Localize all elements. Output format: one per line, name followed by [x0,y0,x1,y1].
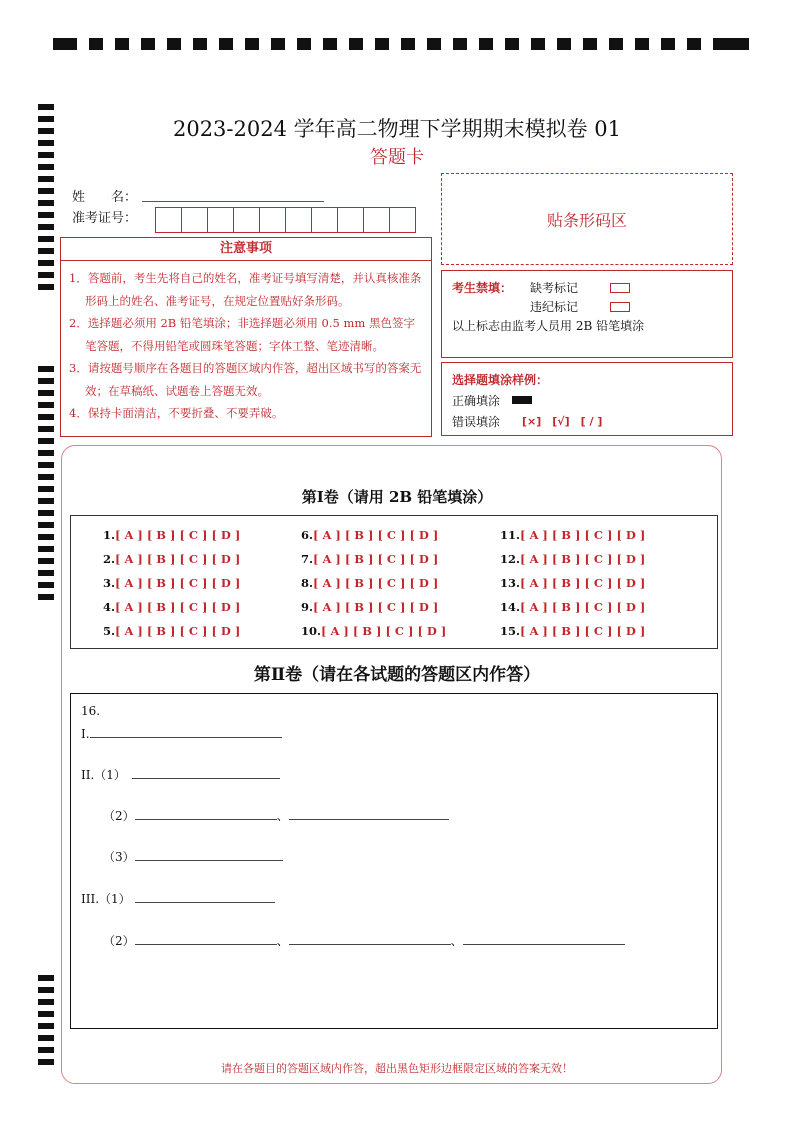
mc-question[interactable]: 9.[ A ] [ B ] [ C ] [ D ] [301,600,439,614]
mc-question[interactable]: 12.[ A ] [ B ] [ C ] [ D ] [500,552,646,566]
mc-question[interactable]: 1.[ A ] [ B ] [ C ] [ D ] [103,528,241,542]
mc-question[interactable]: 2.[ A ] [ B ] [ C ] [ D ] [103,552,241,566]
mc-question[interactable]: 7.[ A ] [ B ] [ C ] [ D ] [301,552,439,566]
correct-fill-label: 正确填涂 [452,394,501,408]
section2-title: 第Ⅱ卷（请在各试题的答题区内作答） [253,665,541,685]
footer-warning: 请在各题目的答题区域内作答，超出黑色矩形边框限定区域的答案无效！ [221,1062,573,1075]
wrong-fill-label: 错误填涂 [452,415,501,429]
notes-box [60,237,432,437]
answer-blank[interactable] [289,932,451,945]
part-3-2-row: （2） 、 、 [103,932,625,949]
exam-id-label: 准考证号： [72,211,138,226]
part-2-2-row: （2） 、 [103,807,449,824]
multiple-choice-grid [70,515,718,649]
answer-blank[interactable] [132,766,280,779]
mc-question[interactable]: 6.[ A ] [ B ] [ C ] [ D ] [301,528,439,542]
forbid-label: 考生禁填： [452,281,513,295]
correct-fill-sample [512,396,532,404]
mc-question[interactable]: 15.[ A ] [ B ] [ C ] [ D ] [500,624,646,638]
notes-heading: 注意事项 [61,238,431,261]
page-subtitle: 答题卡 [370,147,424,168]
mc-question[interactable]: 11.[ A ] [ B ] [ C ] [ D ] [500,528,646,542]
name-field[interactable] [142,201,324,202]
question-number: 16. [81,704,101,718]
note-item: 4．保持卡面清洁，不要折叠、不要弄破。 [69,406,284,420]
sample-label: 选择题填涂样例： [452,373,549,387]
mc-question[interactable]: 3.[ A ] [ B ] [ C ] [ D ] [103,576,241,590]
mc-question[interactable]: 13.[ A ] [ B ] [ C ] [ D ] [500,576,646,590]
mc-question[interactable]: 5.[ A ] [ B ] [ C ] [ D ] [103,624,241,638]
answer-blank[interactable] [135,807,277,820]
part-1-row: I. [81,725,282,741]
violation-mark-box[interactable] [610,302,630,312]
forbid-box [441,270,733,358]
note-item: 2．选择题必须用 2B 铅笔填涂；非选择题必须用 0.5 mm 黑色签字笔答题，不得用铅笔或圆珠笔答题；字体工整、笔迹清晰。 [69,316,415,353]
answer-blank[interactable] [463,932,625,945]
answer-blank[interactable] [135,932,277,945]
name-label: 姓 名： [72,190,138,205]
absent-label: 缺考标记 [530,281,579,295]
violation-label: 违纪标记 [530,300,579,314]
mc-question[interactable]: 10.[ A ] [ B ] [ C ] [ D ] [301,624,447,638]
mc-question[interactable]: 14.[ A ] [ B ] [ C ] [ D ] [500,600,646,614]
answer-blank[interactable] [135,890,275,903]
answer-blank[interactable] [135,848,283,861]
answer-blank[interactable] [289,807,449,820]
absent-mark-box[interactable] [610,283,630,293]
part-2-3-row: （3） [103,848,283,865]
mc-question[interactable]: 8.[ A ] [ B ] [ C ] [ D ] [301,576,439,590]
top-timing-marks [53,38,749,50]
page-title: 2023-2024 学年高二物理下学期期末模拟卷 01 [172,117,622,141]
part-2-1-row: II.（1） [81,766,280,783]
barcode-area: 贴条形码区 [441,173,733,265]
exam-id-boxes[interactable] [156,207,416,233]
forbid-note: 以上标志由监考人员用 2B 铅笔填涂 [452,319,645,333]
note-item: 1．答题前，考生先将自己的姓名，准考证号填写清楚，并认真核准条形码上的姓名、准考证号，在规定位置贴好条形码。 [69,271,422,308]
mc-question[interactable]: 4.[ A ] [ B ] [ C ] [ D ] [103,600,241,614]
wrong-fill-samples: [×] [√] [ / ] [522,415,603,428]
sample-box [441,362,733,436]
answer-box-q16 [70,693,718,1029]
answer-blank[interactable] [90,725,282,738]
part-3-1-row: III.（1） [81,890,275,907]
section1-title: 第Ⅰ卷（请用 2B 铅笔填涂） [301,488,493,506]
note-item: 3．请按题号顺序在各题目的答题区域内作答，超出区域书写的答案无效；在草稿纸、试题卷上答题无效。 [69,361,422,398]
